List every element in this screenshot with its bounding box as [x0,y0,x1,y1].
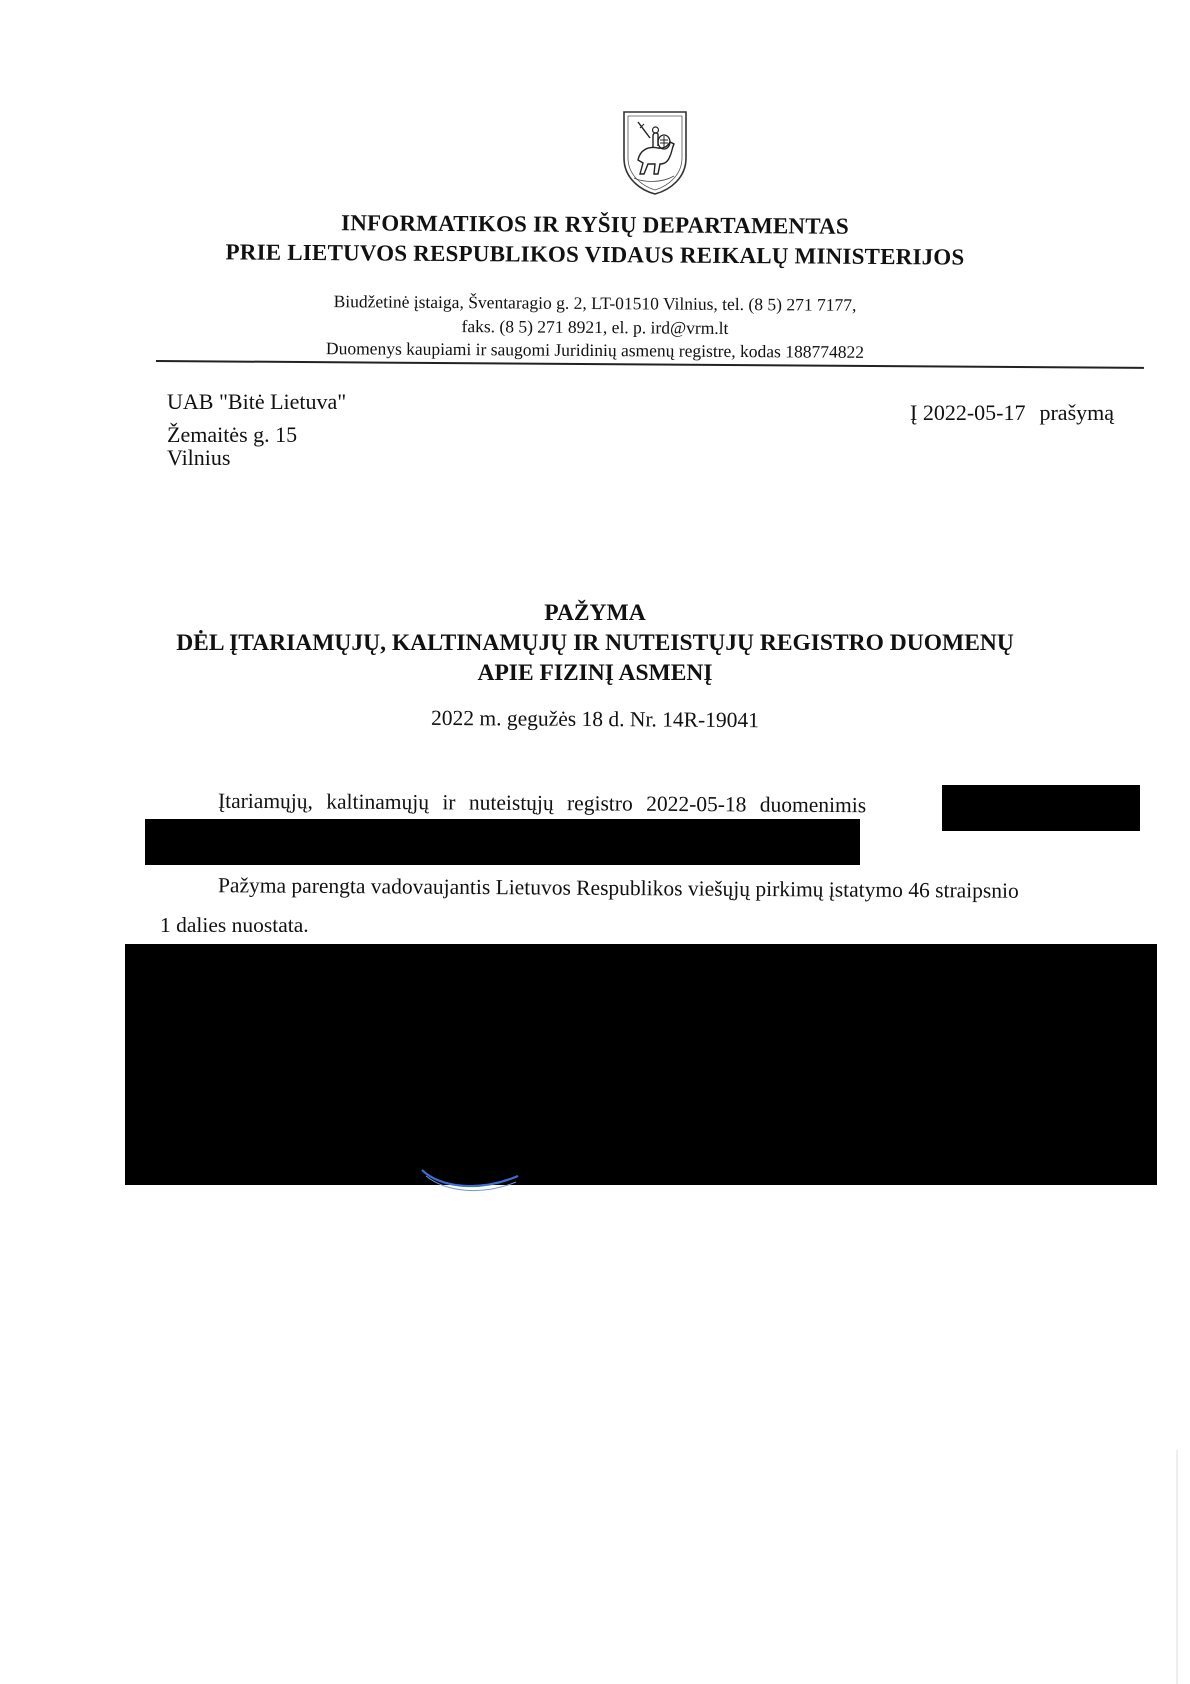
organization-registry-line: Duomenys kaupiami ir saugomi Juridinių asmenų registre, kodas 188774822 [325,338,865,362]
redaction-block [145,819,860,865]
organization-contact-line1: Biudžetinė įstaiga, Šventaragio g. 2, LT-01510 Vilnius, tel. (8 5) 271 7177, [333,291,857,315]
scan-edge [1176,1450,1178,1684]
recipient-name: UAB "Bitė Lietuva" [167,389,347,414]
document-subtitle-line1: DĖL ĮTARIAMŲJŲ, KALTINAMŲJŲ IR NUTEISTŲJŲ REGISTRO DUOMENŲ [176,630,1014,656]
document-date-number: 2022 m. gegužės 18 d. Nr. 14R-19041 [431,705,760,733]
recipient-street: Žemaitės g. 15 [167,422,298,447]
organization-name-line2: PRIE LIETUVOS RESPUBLIKOS VIDAUS REIKALŲ MINISTERIJOS [225,239,965,270]
organization-contact-line2: faks. (8 5) 271 8921, el. p. ird@vrm.lt [461,316,729,338]
recipient-city: Vilnius [167,445,231,470]
request-label: prašymą [1039,400,1115,425]
organization-name-line1: INFORMATIKOS IR RYŠIŲ DEPARTAMENTAS [341,210,849,239]
request-date: Į 2022-05-17 [910,400,1026,425]
body-paragraph-legal-basis: Pažyma parengta vadovaujantis Lietuvos Respublikos viešųjų pirkimų įstatymo 46 straipsnio [217,873,1019,903]
body-paragraph-registry: Įtariamųjų, kaltinamųjų ir nuteistųjų registro 2022-05-18 duomenimis [217,788,867,818]
body-paragraph-legal-basis-cont: 1 dalies nuostata. [160,913,309,937]
document-title: PAŽYMA [544,600,646,626]
coat-of-arms-icon [620,108,690,196]
stamp-edge-icon [420,1168,540,1198]
redaction-block-signature [125,944,1157,1185]
request-reference [910,400,1114,426]
document-subtitle-line2: APIE FIZINĮ ASMENĮ [477,660,713,686]
redaction-block [942,785,1140,831]
